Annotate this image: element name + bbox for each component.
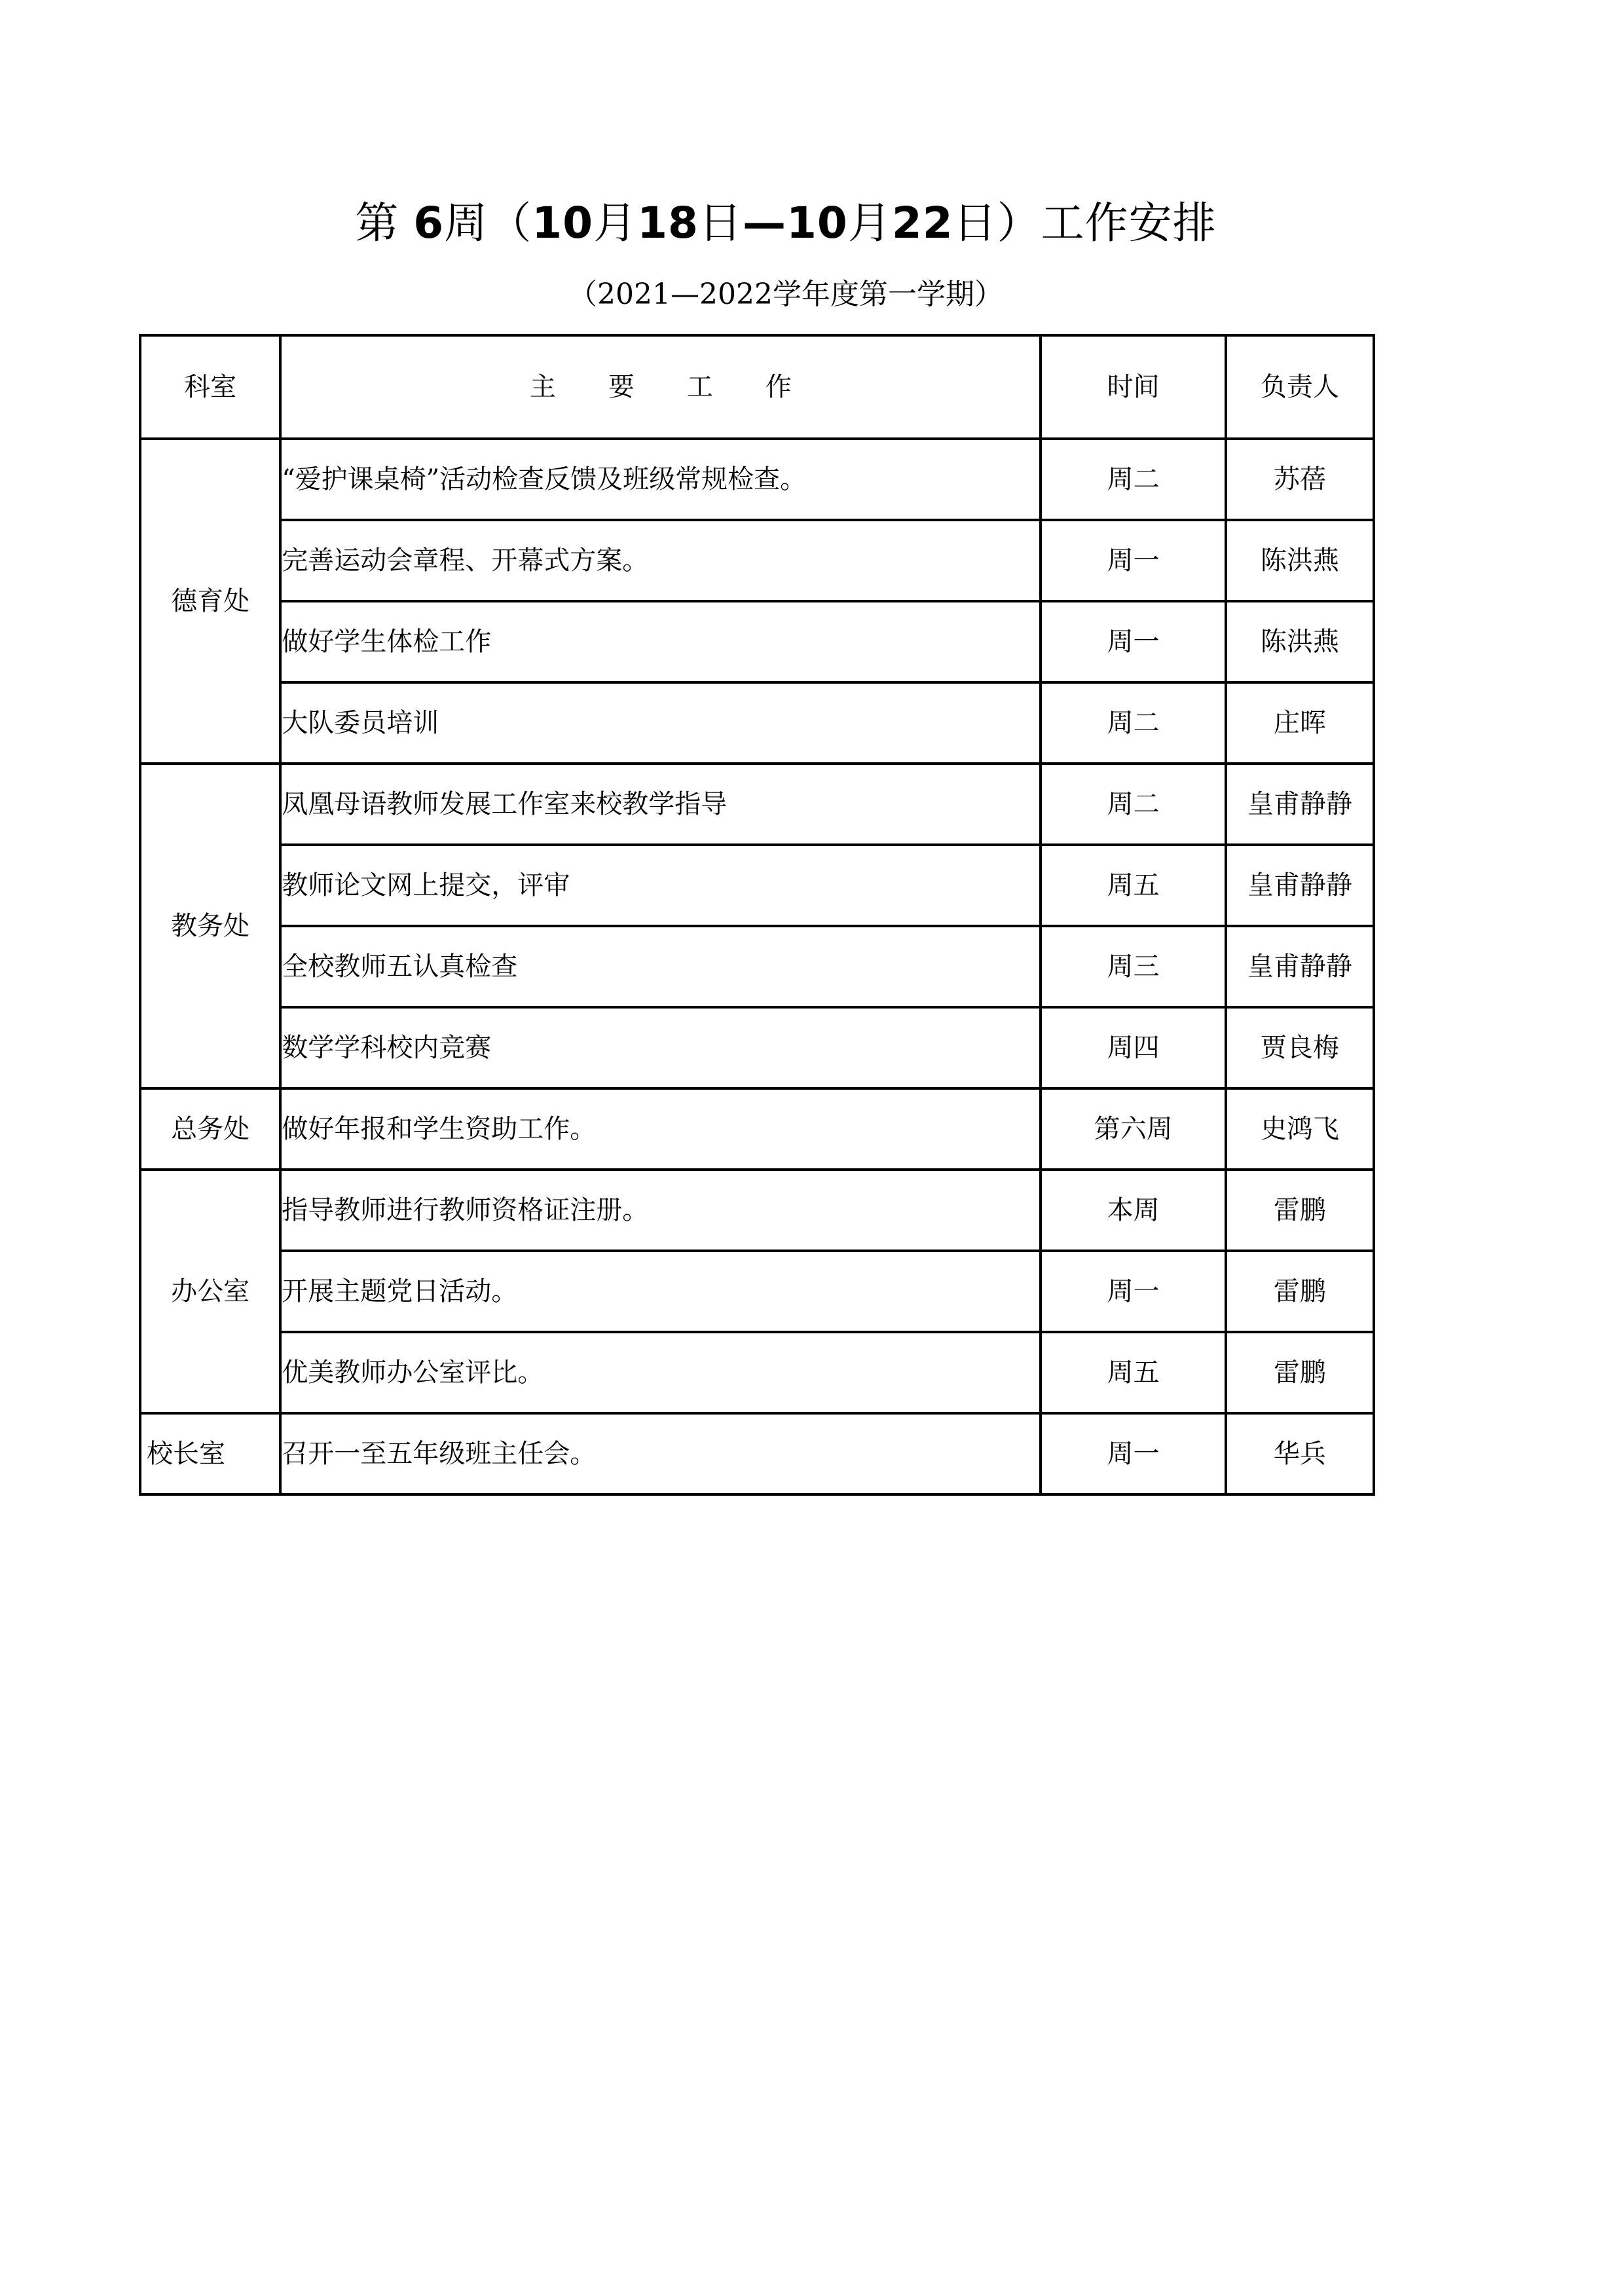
table-header-row	[140, 335, 1374, 439]
owner-cell: 皇甫静静	[1226, 764, 1374, 845]
header-owner: 负责人	[1226, 335, 1374, 439]
task-cell: “爱护课桌椅”活动检查反馈及班级常规检查。	[280, 439, 1041, 520]
time-cell: 周二	[1041, 764, 1225, 845]
title-start-day: 18	[637, 198, 699, 248]
page-title	[0, 194, 1572, 253]
dept-cell: 校长室	[140, 1413, 280, 1494]
schedule-table	[139, 334, 1375, 1496]
table-row	[140, 601, 1374, 682]
task-cell: 全校教师五认真检查	[280, 926, 1041, 1007]
table-row	[140, 439, 1374, 520]
time-cell: 本周	[1041, 1170, 1225, 1251]
owner-cell: 皇甫静静	[1226, 845, 1374, 926]
header-task: 主 要 工 作	[280, 335, 1041, 439]
table-row	[140, 1170, 1374, 1251]
task-cell: 数学学科校内竞赛	[280, 1007, 1041, 1088]
table-row	[140, 1413, 1374, 1494]
dept-cell: 总务处	[140, 1088, 280, 1170]
time-cell: 第六周	[1041, 1088, 1225, 1170]
dept-cell: 德育处	[140, 439, 280, 764]
task-cell: 凤凰母语教师发展工作室来校教学指导	[280, 764, 1041, 845]
owner-cell: 苏蓓	[1226, 439, 1374, 520]
title-text: 日	[698, 198, 743, 248]
task-cell: 做好学生体检工作	[280, 601, 1041, 682]
owner-cell: 贾良梅	[1226, 1007, 1374, 1088]
table-row	[140, 520, 1374, 601]
owner-cell: 雷鹏	[1226, 1332, 1374, 1413]
task-cell: 优美教师办公室评比。	[280, 1332, 1041, 1413]
time-cell: 周三	[1041, 926, 1225, 1007]
task-cell: 做好年报和学生资助工作。	[280, 1088, 1041, 1170]
task-cell: 大队委员培训	[280, 682, 1041, 764]
table-row	[140, 1007, 1374, 1088]
owner-cell: 雷鹏	[1226, 1170, 1374, 1251]
time-cell: 周五	[1041, 1332, 1225, 1413]
table-row	[140, 682, 1374, 764]
time-cell: 周五	[1041, 845, 1225, 926]
owner-cell: 庄晖	[1226, 682, 1374, 764]
time-cell: 周四	[1041, 1007, 1225, 1088]
title-start-month: 10	[532, 198, 594, 248]
title-end-month: —10	[742, 198, 848, 248]
title-text: 第	[355, 198, 414, 248]
title-text: 月	[593, 198, 638, 248]
title-text: 月	[847, 198, 892, 248]
title-end-day: 22	[891, 198, 953, 248]
owner-cell: 华兵	[1226, 1413, 1374, 1494]
page-subtitle: （2021—2022学年度第一学期）	[568, 278, 1003, 311]
task-cell: 完善运动会章程、开幕式方案。	[280, 520, 1041, 601]
time-cell: 周一	[1041, 520, 1225, 601]
task-cell: 指导教师进行教师资格证注册。	[280, 1170, 1041, 1251]
time-cell: 周二	[1041, 439, 1225, 520]
table-row	[140, 764, 1374, 845]
time-cell: 周一	[1041, 601, 1225, 682]
time-cell: 周一	[1041, 1413, 1225, 1494]
title-week-number: 6	[413, 198, 445, 248]
header-time: 时间	[1041, 335, 1225, 439]
table-row	[140, 926, 1374, 1007]
title-text: 日）工作安排	[953, 198, 1217, 248]
task-cell: 开展主题党日活动。	[280, 1251, 1041, 1332]
time-cell: 周二	[1041, 682, 1225, 764]
header-dept: 科室	[140, 335, 280, 439]
table-row	[140, 1088, 1374, 1170]
table-row	[140, 1251, 1374, 1332]
title-text: 周（	[444, 198, 532, 248]
time-cell: 周一	[1041, 1251, 1225, 1332]
owner-cell: 雷鹏	[1226, 1251, 1374, 1332]
owner-cell: 皇甫静静	[1226, 926, 1374, 1007]
owner-cell: 陈洪燕	[1226, 601, 1374, 682]
table-row	[140, 845, 1374, 926]
task-cell: 召开一至五年级班主任会。	[280, 1413, 1041, 1494]
owner-cell: 陈洪燕	[1226, 520, 1374, 601]
task-cell: 教师论文网上提交，评审	[280, 845, 1041, 926]
table-row	[140, 1332, 1374, 1413]
dept-cell: 办公室	[140, 1170, 280, 1413]
owner-cell: 史鸿飞	[1226, 1088, 1374, 1170]
dept-cell: 教务处	[140, 764, 280, 1088]
